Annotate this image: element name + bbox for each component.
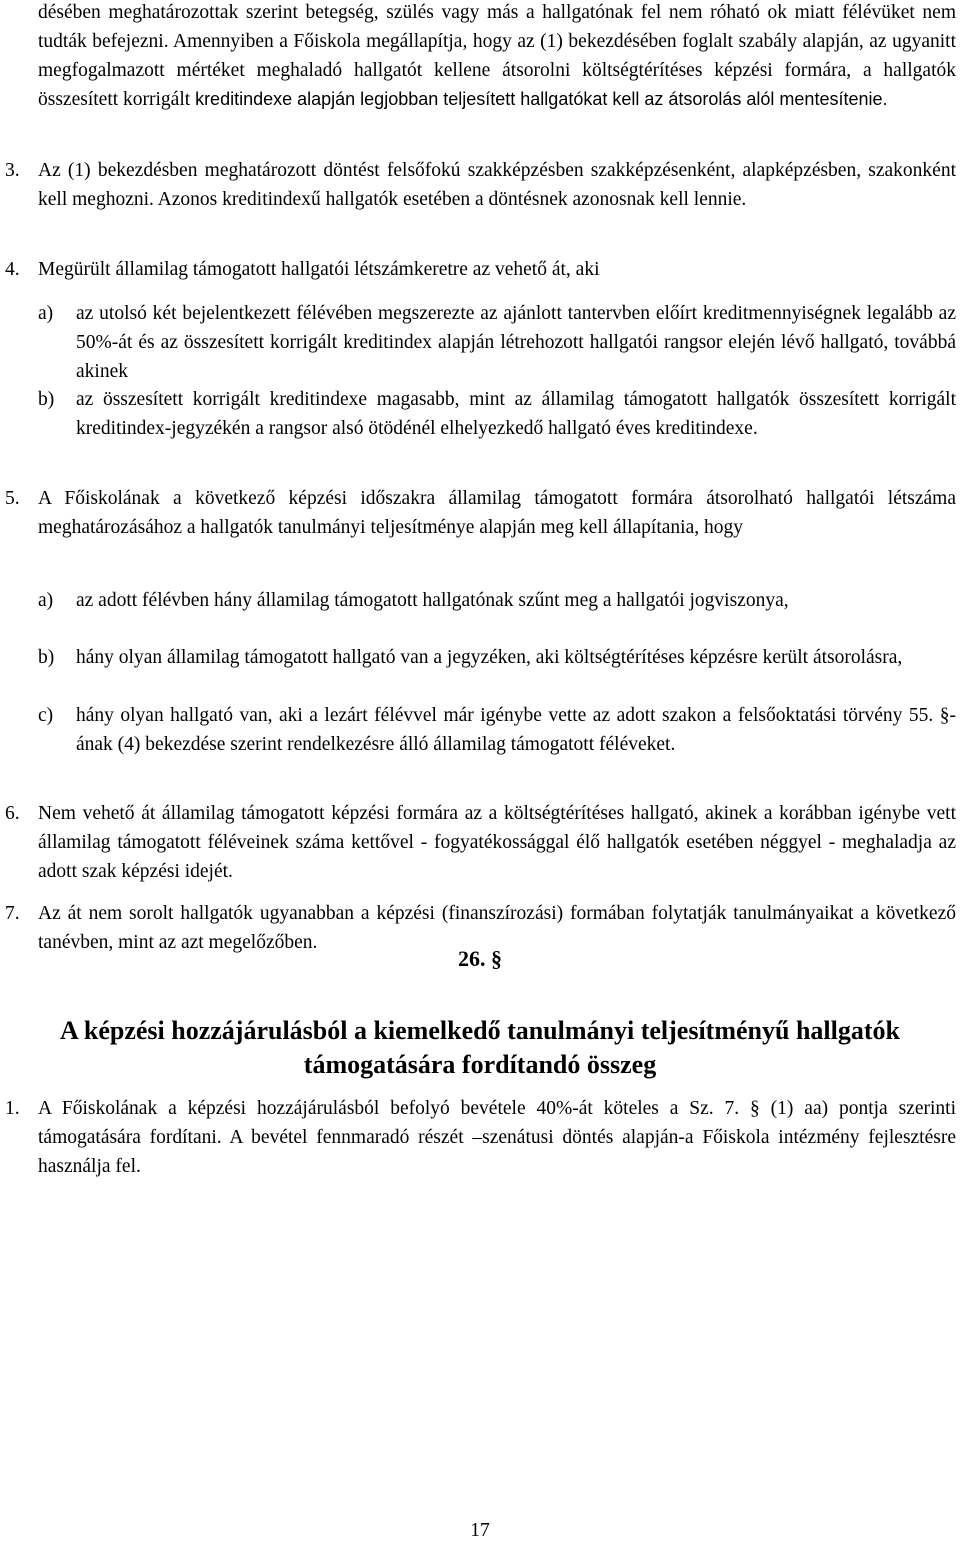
section-title-text: A képzési hozzájárulásból a kiemelkedő tanulmányi teljesítményű hallgatók támogatására fordítandó összeg (60, 1016, 900, 1079)
item-number: 6. (5, 803, 20, 824)
subitem-text: hány olyan államilag támogatott hallgató van a jegyzéken, aki költségtérítéses képzésre került átsorolásra, (76, 647, 903, 668)
subitem-text: az utolsó két bejelentkezett félévében megszerezte az ajánlott tantervben előírt kreditmennyiségnek legalább az 50%-át és az összesített korrigált kreditindex alapján létrehozott hallgatói rangsor elején lévő hallgató, továbbá akinek (76, 303, 956, 382)
continuation-text-sans: kreditindexe alapján legjobban teljesített hallgatókat kell az átsorolás alól mentesítenie. (195, 89, 888, 109)
subitem-text: az adott félévben hány államilag támogatott hallgatónak szűnt meg a hallgatói jogviszonya, (76, 590, 789, 611)
continuation-text-serif: désében meghatározottak szerint betegség, szülés vagy más a hallgatónak fel nem róható ok miatt félévüket nem tudták befejezni. Amennyiben a Főiskola megállapítja, hogy az (1) bekezdésében foglalt szabály alapján, az ugyanitt megfogalmazott mértéket meghaladó hallgatót kellene átsorolni költségtérítéses képzési formára, a hallgatók összesített korrigált (38, 2, 956, 110)
item-text: Az át nem sorolt hallgatók ugyanabban a képzési (finanszírozási) formában folytatják tanulmányaikat a következő tanévben, mint az azt megelőzőben. (38, 903, 956, 953)
subitem-label: b) (38, 389, 55, 410)
item-text: Nem vehető át államilag támogatott képzési formára az a költségtérítéses hallgató, akinek a korábban igénybe vett államilag támogatott féléveinek száma kettővel - fogyatékossággal élő hallgatók esetében néggyel - meghaladja az adott szak képzési idejét. (38, 803, 956, 882)
item-text: Az (1) bekezdésben meghatározott döntést felsőfokú szakképzésben szakképzésenként, alapképzésben, szakonként kell meghozni. Azonos kreditindexű hallgatók esetében a döntésnek azonosnak kell lennie. (38, 160, 956, 210)
subitem-text: hány olyan hallgató van, aki a lezárt félévvel már igénybe vette az adott szakon a felsőoktatási törvény 55. §-ának (4) bekezdése szerint rendelkezésre álló államilag támogatott féléveket. (76, 705, 956, 755)
page-number: 17 (470, 1520, 490, 1541)
section-number: 26. § (458, 946, 502, 971)
item-number: 4. (5, 259, 20, 280)
item-text: Megürült államilag támogatott hallgatói létszámkeretre az vehető át, aki (38, 259, 600, 280)
item-number: 3. (5, 160, 20, 181)
item-text: A Főiskolának a következő képzési időszakra államilag támogatott formára átsorolható hallgatói létszáma meghatározásához a hallgatók tanulmányi teljesítménye alapján meg kell állapítania, hogy (38, 488, 956, 538)
subitem-label: a) (38, 303, 54, 324)
section-item-text: A Főiskolának a képzési hozzájárulásból befolyó bevétele 40%-át köteles a Sz. 7. § (1) aa) pontja szerinti támogatására fordítani. A bevétel fennmaradó részét –szenátusi döntés alapján-a Főiskola intézmény fejlesztésre használja fel. (38, 1098, 956, 1177)
section-title (0, 1014, 960, 1082)
subitem-label: c) (38, 705, 54, 726)
subitem-text: az összesített korrigált kreditindexe magasabb, mint az államilag támogatott hallgatók összesített korrigált kreditindex-jegyzékén a rangsor alsó ötödénél elhelyezkedő hallgató éves kreditindexe. (76, 389, 956, 439)
item-number: 5. (5, 488, 20, 509)
continuation-paragraph (38, 0, 956, 114)
section-item-number: 1. (5, 1098, 20, 1119)
subitem-label: b) (38, 647, 55, 668)
item-number: 7. (5, 903, 20, 924)
subitem-label: a) (38, 590, 54, 611)
